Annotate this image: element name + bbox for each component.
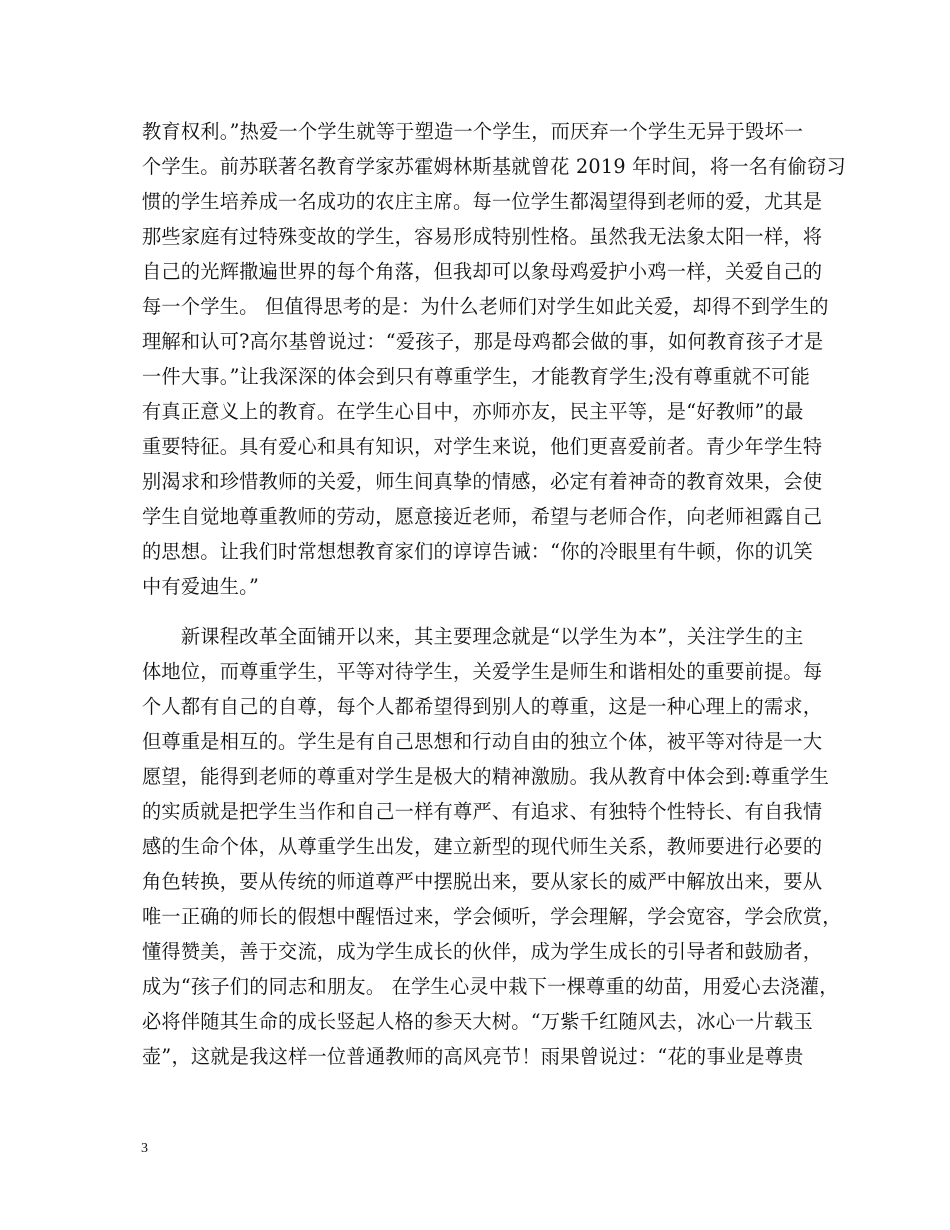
text-line: 中有爱迪生。” bbox=[142, 575, 260, 598]
text-line: 但尊重是相互的。学生是有自己思想和行动自由的独立个体，被平等对待是一大 bbox=[142, 730, 823, 753]
text-line: 个人都有自己的自尊，每个人都希望得到别人的尊重，这是一种心理上的需求， bbox=[142, 695, 823, 718]
text-line: 自己的光辉撒遍世界的每个角落，但我却可以象母鸡爱护小鸡一样，关爱自己的 bbox=[142, 260, 823, 283]
text-line: 新课程改革全面铺开以来，其主要理念就是“以学生为本”，关注学生的主 bbox=[142, 625, 804, 648]
page-number: 3 bbox=[141, 1141, 148, 1156]
text-line: 的思想。让我们时常想想教育家们的谆谆告诫：“你的冷眼里有牛顿，你的讥笑 bbox=[142, 540, 813, 563]
text-line: 理解和认可?高尔基曾说过：“爱孩子，那是母鸡都会做的事，如何教育孩子才是 bbox=[142, 330, 824, 353]
text-line: 成为“孩子们的同志和朋友。 在学生心灵中栽下一棵尊重的幼苗，用爱心去浇灌， bbox=[142, 975, 839, 998]
text-line: 愿望，能得到老师的尊重对学生是极大的精神激励。我从教育中体会到:尊重学生 bbox=[142, 765, 830, 788]
text-line: 重要特征。具有爱心和具有知识，对学生来说，他们更喜爱前者。青少年学生特 bbox=[142, 435, 823, 458]
text-line: 体地位，而尊重学生，平等对待学生，关爱学生是师生和谐相处的重要前提。每 bbox=[142, 660, 823, 683]
text-line: 角色转换，要从传统的师道尊严中摆脱出来，要从家长的威严中解放出来，要从 bbox=[142, 870, 823, 893]
text-line: 的实质就是把学生当作和自己一样有尊严、有追求、有独特个性特长、有自我情 bbox=[142, 800, 823, 823]
text-line: 必将伴随其生命的成长竖起人格的参天大树。“万紫千红随风去，冰心一片载玉 bbox=[142, 1010, 813, 1033]
text-line: 那些家庭有过特殊变故的学生，容易形成特别性格。虽然我无法象太阳一样，将 bbox=[142, 225, 823, 248]
text-line: 唯一正确的师长的假想中醒悟过来，学会倾听，学会理解，学会宽容，学会欣赏， bbox=[142, 905, 842, 928]
text-line: 一件大事。”让我深深的体会到只有尊重学生，才能教育学生;没有尊重就不可能 bbox=[142, 365, 811, 388]
text-line: 壶”，这就是我这样一位普通教师的高风亮节！雨果曾说过：“花的事业是尊贵 bbox=[142, 1045, 804, 1068]
text-line: 有真正意义上的教育。在学生心目中，亦师亦友，民主平等，是“好教师”的最 bbox=[142, 400, 804, 423]
text-line: 惯的学生培养成一名成功的农庄主席。每一位学生都渴望得到老师的爱，尤其是 bbox=[142, 190, 823, 213]
text-line: 别渴求和珍惜教师的关爱，师生间真挚的情感，必定有着神奇的教育效果，会使 bbox=[142, 470, 823, 493]
text-line: 每一个学生。 但值得思考的是：为什么老师们对学生如此关爱，却得不到学生的 bbox=[142, 295, 829, 318]
text-line: 个学生。前苏联著名教育学家苏霍姆林斯基就曾花 2019 年时间，将一名有偷窃习 bbox=[142, 155, 846, 178]
text-line: 感的生命个体，从尊重学生出发，建立新型的现代师生关系，教师要进行必要的 bbox=[142, 835, 823, 858]
text-line: 懂得赞美，善于交流，成为学生成长的伙伴，成为学生成长的引导者和鼓励者， bbox=[142, 940, 823, 963]
text-line: 学生自觉地尊重教师的劳动，愿意接近老师，希望与老师合作，向老师袒露自己 bbox=[142, 505, 823, 528]
text-line: 教育权利。”热爱一个学生就等于塑造一个学生，而厌弃一个学生无异于毁坏一 bbox=[142, 120, 804, 143]
